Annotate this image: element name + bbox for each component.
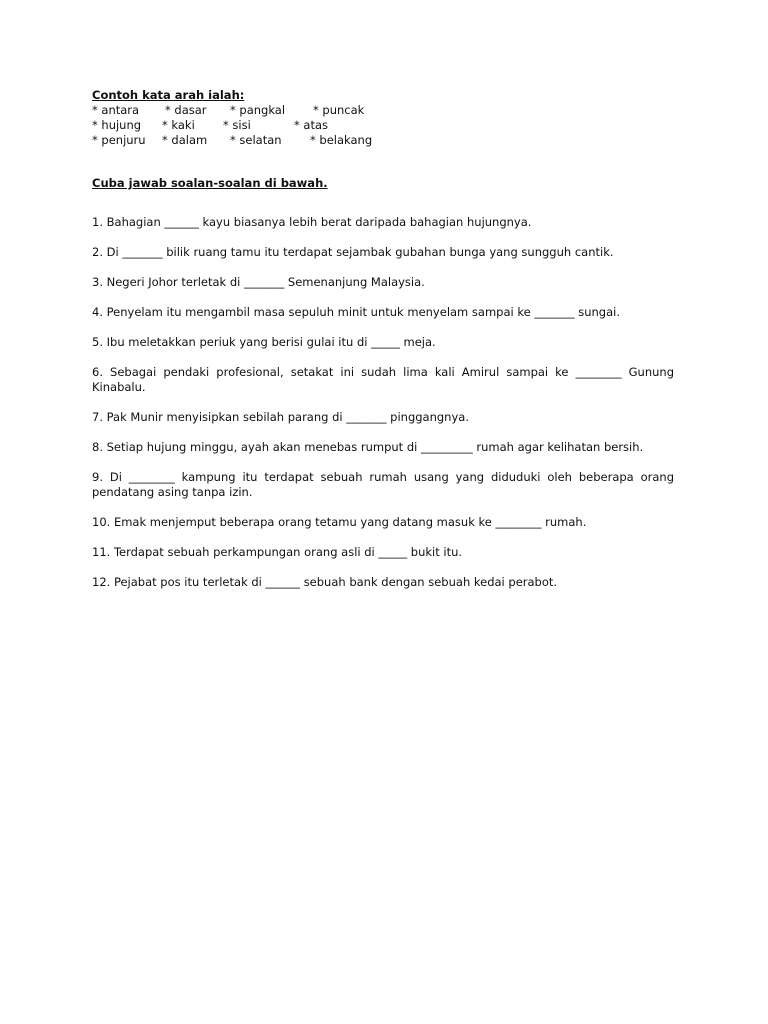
worksheet-content <box>92 88 674 605</box>
question-item: 8. Setiap hujung minggu, ayah akan menebas rumput di _________ rumah agar kelihatan bersih. <box>92 440 644 454</box>
examples-heading: Contoh kata arah ialah: <box>92 88 245 102</box>
word-item: * antara <box>92 103 140 117</box>
word-item: * sisi <box>223 118 251 132</box>
word-item: * belakang <box>310 133 373 147</box>
word-item: * atas <box>294 118 329 132</box>
word-row <box>92 118 674 133</box>
question-item: 7. Pak Munir menyisipkan sebilah parang di _______ pinggangnya. <box>92 410 469 424</box>
word-item: * selatan <box>230 133 282 147</box>
question-item: 10. Emak menjemput beberapa orang tetamu yang datang masuk ke ________ rumah. <box>92 515 587 529</box>
question-item: 11. Terdapat sebuah perkampungan orang asli di _____ bukit itu. <box>92 545 463 559</box>
word-row <box>92 103 674 118</box>
question-item: 1. Bahagian ______ kayu biasanya lebih berat daripada bahagian hujungnya. <box>92 215 532 229</box>
direction-word-list <box>92 103 674 148</box>
question-item: 3. Negeri Johor terletak di _______ Semenanjung Malaysia. <box>92 275 425 289</box>
word-row <box>92 133 674 148</box>
word-item: * dasar <box>165 103 207 117</box>
word-item: * penjuru <box>92 133 146 147</box>
word-item: * dalam <box>162 133 208 147</box>
word-item: * kaki <box>162 118 195 132</box>
question-item: 2. Di _______ bilik ruang tamu itu terdapat sejambak gubahan bunga yang sungguh cantik. <box>92 245 614 259</box>
word-item: * hujung <box>92 118 142 132</box>
question-item: 12. Pejabat pos itu terletak di ______ sebuah bank dengan sebuah kedai perabot. <box>92 575 558 589</box>
question-list <box>92 215 674 590</box>
question-item: 6. Sebagai pendaki profesional, setakat ini sudah lima kali Amirul sampai ke ________ Gunung Kinabalu. <box>92 365 674 394</box>
question-item: 9. Di ________ kampung itu terdapat sebuah rumah usang yang diduduki oleh beberapa orang pendatang asing tanpa izin. <box>92 470 674 499</box>
question-item: 4. Penyelam itu mengambil masa sepuluh minit untuk menyelam sampai ke _______ sungai. <box>92 305 621 319</box>
instruction-heading: Cuba jawab soalan-soalan di bawah. <box>92 176 328 190</box>
word-item: * puncak <box>313 103 365 117</box>
question-item: 5. Ibu meletakkan periuk yang berisi gulai itu di _____ meja. <box>92 335 436 349</box>
word-item: * pangkal <box>230 103 286 117</box>
